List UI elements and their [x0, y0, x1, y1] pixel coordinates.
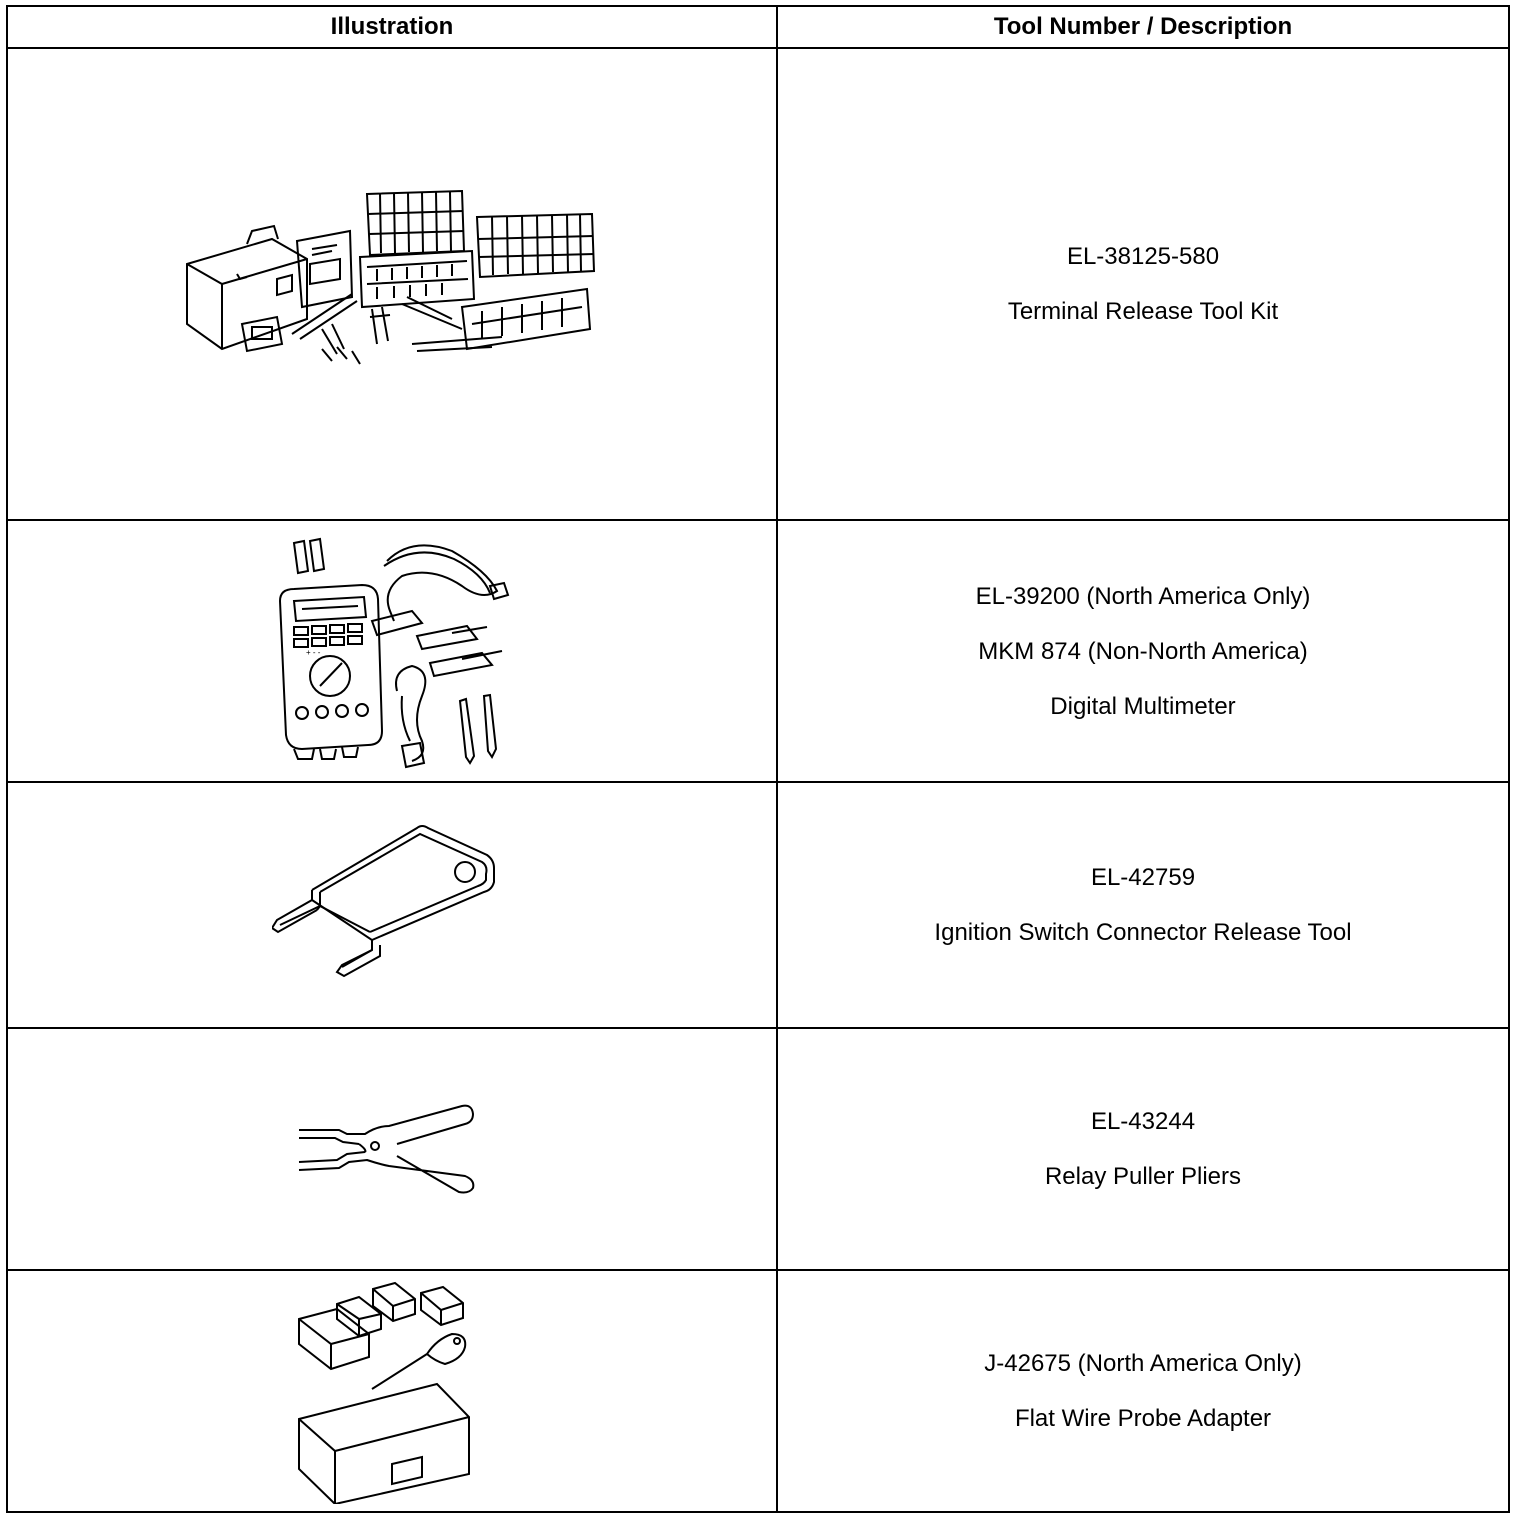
tool-description: Relay Puller Pliers	[1044, 1163, 1242, 1190]
table-row	[7, 782, 1509, 1028]
description-header: Tool Number / Description	[777, 6, 1509, 48]
illustration-header: Illustration	[7, 6, 777, 48]
tool-number: EL-38125-580	[1066, 243, 1220, 270]
illustration-cell	[7, 48, 777, 520]
description-cell	[777, 48, 1509, 520]
tool-description: Ignition Switch Connector Release Tool	[934, 919, 1352, 946]
special-tools-table	[6, 5, 1510, 1513]
svg-text:+ - -: + - -	[306, 648, 321, 657]
description-cell	[777, 1270, 1509, 1512]
table-row	[7, 520, 1509, 782]
tool-number: EL-43244	[1090, 1108, 1196, 1135]
tool-number: EL-42759	[1090, 864, 1196, 891]
tool-description: Terminal Release Tool Kit	[1007, 298, 1279, 325]
table-row	[7, 1270, 1509, 1512]
tool-number: EL-39200 (North America Only)	[975, 582, 1311, 610]
tool-description: Digital Multimeter	[1050, 692, 1236, 720]
tool-description: Flat Wire Probe Adapter	[1014, 1405, 1272, 1432]
table-row	[7, 48, 1509, 520]
table-row	[7, 1028, 1509, 1270]
tool-number: J-42675 (North America Only)	[984, 1350, 1302, 1377]
header-row	[7, 6, 1509, 48]
alternate-tool-number: MKM 874 (Non-North America)	[978, 637, 1308, 665]
digital-multimeter-illustration	[272, 531, 512, 771]
connector-release-tool-illustration	[272, 820, 512, 990]
relay-puller-pliers-illustration	[297, 1104, 487, 1194]
description-cell	[777, 520, 1509, 782]
illustration-cell	[7, 1270, 777, 1512]
description-cell	[777, 1028, 1509, 1270]
terminal-release-kit-illustration	[182, 189, 602, 379]
flat-wire-probe-adapter-illustration	[297, 1279, 487, 1504]
description-cell	[777, 782, 1509, 1028]
illustration-cell	[7, 782, 777, 1028]
multimeter-buttons-icon	[294, 624, 362, 647]
illustration-cell	[7, 520, 777, 782]
illustration-cell	[7, 1028, 777, 1270]
